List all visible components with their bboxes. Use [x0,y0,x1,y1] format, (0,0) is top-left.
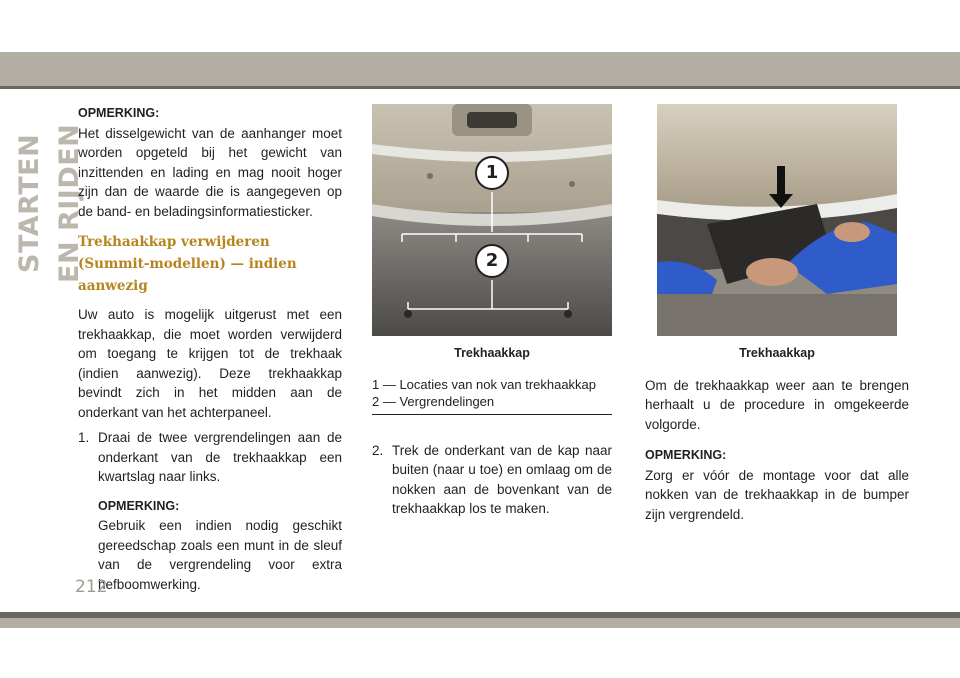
step-number: 2. [372,442,384,458]
chapter-side-label: STARTEN EN RIJDEN [14,123,85,283]
callout-2-badge [475,244,509,278]
step-note [98,497,342,595]
intro-paragraph: Uw auto is mogelijk uitgerust met een trekhaakkap, die moet worden verwijderd om toegang te krijgen tot de trekhaak (indien aanwezig). Deze trekhaakkap bevindt zich in het midden aan de onderkant van het achterpaneel. [78,307,342,420]
column-right [645,104,909,524]
header-band [0,52,960,86]
column-middle [372,104,612,519]
photo-legend [372,376,612,415]
note-text: Gebruik een indien nodig geschikt gereedschap zoals een munt in de sleuf van de vergrendeling voor extra hefboomwerking. [98,518,342,592]
bumper-illustration [372,104,612,336]
legend-item-2: 2 — Vergrendelingen [372,393,495,409]
note-heading: OPMERKING: [645,448,727,462]
legend-item-1: 1 — Locaties van nok van trekhaakkap [372,376,597,392]
photo-caption: Trekhaakkap [739,346,815,360]
column-left [78,104,342,594]
step-text: Trek de onderkant van de kap naar buiten (naar u toe) en omlaag om de nokken aan de bovenkant van de trekhaakkap los te maken. [392,442,612,516]
section-heading: Trekhaakkap verwijderen (Summit-modellen) — indien aanwezig [78,234,297,294]
step-text: Draai de twee vergrendelingen aan de onderkant van de trekhaakkap een kwartslag naar links. [98,430,342,484]
photo-caption: Trekhaakkap [454,346,530,360]
callout-2-label: 2 [485,250,499,272]
hitch-cover-photo-callouts [372,104,612,336]
footer-band [0,618,960,628]
page-number: 212 [75,577,108,597]
reinstall-paragraph: Om de trekhaakkap weer aan te brengen herhaalt u de procedure in omgekeerde volgorde. [645,377,909,432]
step-1 [78,428,342,487]
step-number: 1. [78,430,90,445]
callout-1-badge [475,156,509,190]
note-heading: OPMERKING: [98,498,180,513]
callout-1-label: 1 [485,162,499,184]
header-rule [0,86,960,89]
note-text: Het disselgewicht van de aanhanger moet worden opgeteld bij het gewicht van inzittenden en lading en mag nooit hoger zijn dan de waarde die is aangegeven op de band- en beladingsinformatiesticker. [78,125,342,219]
cover-removal-illustration [657,104,897,336]
step-2 [372,441,612,519]
note-text: Zorg er vóór de montage voor dat alle nokken van de trekhaakkap in de bumper zijn vergrendeld. [645,467,909,522]
note-heading: OPMERKING: [78,106,160,120]
hitch-cover-removal-photo [657,104,897,336]
